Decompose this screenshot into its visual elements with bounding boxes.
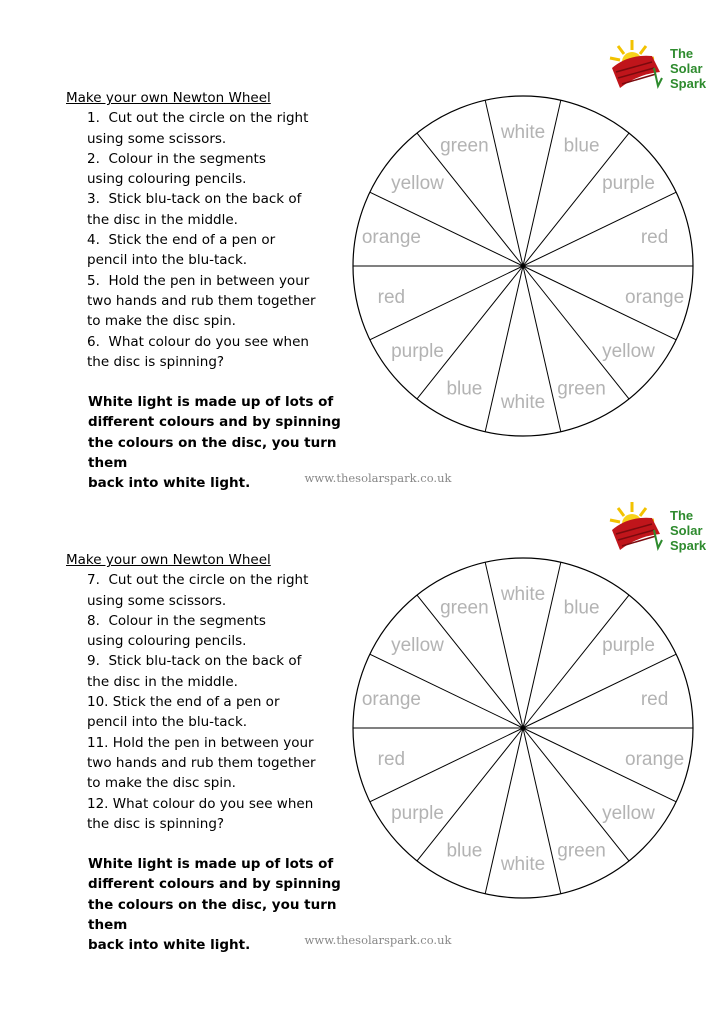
step-1 [66, 108, 376, 128]
step-7-cont [66, 591, 376, 611]
step-6-cont [66, 352, 376, 372]
step-text: using colouring pencils. [87, 633, 247, 650]
step-5-cont-2 [66, 311, 376, 331]
step-2-cont [66, 169, 376, 189]
step-4 [66, 230, 376, 250]
step-text: Stick the end of a pen or [112, 694, 280, 711]
step-text: Stick blu-tack on the back of [108, 653, 302, 670]
step-12-cont [66, 814, 376, 834]
step-text: the disc is spinning? [87, 815, 225, 832]
step-text: two hands and rub them together [87, 754, 316, 771]
note-line: back into white light. [88, 937, 251, 954]
segment-label-red: red [640, 689, 669, 710]
logo-line-2: Solar [670, 523, 703, 538]
card-title: Make your own Newton Wheel [66, 552, 271, 568]
newton-wheel[interactable] [350, 93, 696, 439]
step-number: 6. [87, 333, 100, 350]
step-text: What colour do you see when [112, 795, 314, 812]
segment-label-purple: purple [602, 172, 655, 194]
step-8 [66, 611, 376, 631]
website-footer: www.thesolarspark.co.uk [304, 471, 452, 485]
step-6 [66, 332, 376, 352]
segment-label-green: green [557, 378, 606, 400]
segment-label-purple: purple [602, 634, 655, 656]
step-9-cont [66, 672, 376, 692]
logo-line-3: Spark [670, 538, 707, 553]
segment-label-red: red [377, 287, 406, 308]
step-text: pencil into the blu-tack. [87, 714, 248, 731]
step-text: pencil into the blu-tack. [87, 252, 248, 269]
step-text: the disc in the middle. [87, 211, 238, 228]
step-number: 3. [87, 191, 100, 208]
segment-label-blue: blue [446, 840, 483, 862]
step-2 [66, 149, 376, 169]
step-text: using colouring pencils. [87, 171, 247, 188]
segment-label-green: green [557, 840, 606, 862]
step-number: 12. [87, 795, 109, 812]
step-text: Cut out the circle on the right [108, 572, 309, 589]
sun-icon [608, 500, 670, 562]
note-line: back into white light. [88, 475, 251, 492]
step-number: 4. [87, 232, 100, 249]
step-3 [66, 189, 376, 209]
sun-icon [608, 38, 670, 100]
segment-label-purple: purple [391, 341, 444, 363]
note-line: White light is made up of lots of [88, 394, 334, 411]
step-10-cont [66, 712, 376, 732]
newton-wheel-card-2 [0, 492, 724, 954]
instructions [66, 88, 376, 494]
segment-label-yellow: yellow [602, 803, 655, 825]
segment-label-orange: orange [625, 287, 685, 308]
segment-label-orange: orange [361, 227, 421, 248]
step-number: 2. [87, 150, 100, 167]
step-3-cont [66, 210, 376, 230]
segment-label-white: white [500, 392, 546, 413]
instructions [66, 550, 376, 956]
step-text: the disc is spinning? [87, 353, 225, 370]
step-11 [66, 733, 376, 753]
step-number: 1. [87, 110, 100, 127]
note-line: different colours and by spinning [88, 414, 341, 431]
segment-label-orange: orange [361, 689, 421, 710]
segment-label-orange: orange [625, 749, 685, 770]
step-4-cont [66, 250, 376, 270]
step-text: Hold the pen in between your [112, 734, 314, 751]
segment-label-blue: blue [563, 135, 600, 157]
step-text: to make the disc spin. [87, 775, 236, 792]
segment-label-yellow: yellow [602, 341, 655, 363]
step-number: 11. [87, 734, 109, 751]
newton-wheel[interactable] [350, 555, 696, 901]
segment-label-red: red [640, 227, 669, 248]
step-text: Stick the end of a pen or [108, 232, 276, 249]
segment-label-yellow: yellow [391, 172, 444, 194]
step-number: 7. [87, 572, 100, 589]
logo-wordmark [670, 46, 706, 91]
note-line: the colours on the disc, you turn them [88, 896, 337, 934]
step-text: Hold the pen in between your [108, 272, 310, 289]
segment-label-white: white [500, 854, 546, 875]
step-text: using some scissors. [87, 592, 227, 609]
logo-wordmark [670, 508, 706, 553]
logo-line-1: The [670, 46, 694, 61]
step-text: to make the disc spin. [87, 313, 236, 330]
step-text: What colour do you see when [108, 333, 309, 350]
step-text: Cut out the circle on the right [108, 110, 309, 127]
step-5-cont [66, 291, 376, 311]
segment-label-yellow: yellow [391, 634, 444, 656]
note-line: White light is made up of lots of [88, 856, 334, 873]
segment-label-white: white [500, 122, 546, 143]
step-9 [66, 651, 376, 671]
step-text: Colour in the segments [108, 150, 266, 167]
step-number: 5. [87, 272, 100, 289]
segment-label-blue: blue [446, 378, 483, 400]
segment-label-green: green [440, 135, 489, 157]
step-number: 10. [87, 694, 109, 711]
step-number: 9. [87, 653, 100, 670]
segment-label-purple: purple [391, 803, 444, 825]
step-1-cont [66, 129, 376, 149]
step-text: the disc in the middle. [87, 673, 238, 690]
step-11-cont [66, 753, 376, 773]
step-10 [66, 692, 376, 712]
segment-label-blue: blue [563, 597, 600, 619]
step-11-cont-2 [66, 773, 376, 793]
step-text: Stick blu-tack on the back of [108, 191, 302, 208]
segment-label-white: white [500, 584, 546, 605]
card-title: Make your own Newton Wheel [66, 90, 271, 106]
website-footer: www.thesolarspark.co.uk [304, 933, 452, 947]
step-number: 8. [87, 612, 100, 629]
step-7 [66, 570, 376, 590]
segment-label-green: green [440, 597, 489, 619]
step-8-cont [66, 631, 376, 651]
step-text: two hands and rub them together [87, 292, 316, 309]
step-text: Colour in the segments [108, 612, 266, 629]
note-line: different colours and by spinning [88, 876, 341, 893]
solar-spark-logo [608, 500, 718, 562]
solar-spark-logo [608, 38, 718, 100]
logo-line-1: The [670, 508, 694, 523]
step-5 [66, 271, 376, 291]
step-text: using some scissors. [87, 130, 227, 147]
logo-line-3: Spark [670, 76, 707, 91]
step-12 [66, 794, 376, 814]
logo-line-2: Solar [670, 61, 703, 76]
note-line: the colours on the disc, you turn them [88, 434, 337, 472]
newton-wheel-card-1 [0, 30, 724, 492]
segment-label-red: red [377, 749, 406, 770]
